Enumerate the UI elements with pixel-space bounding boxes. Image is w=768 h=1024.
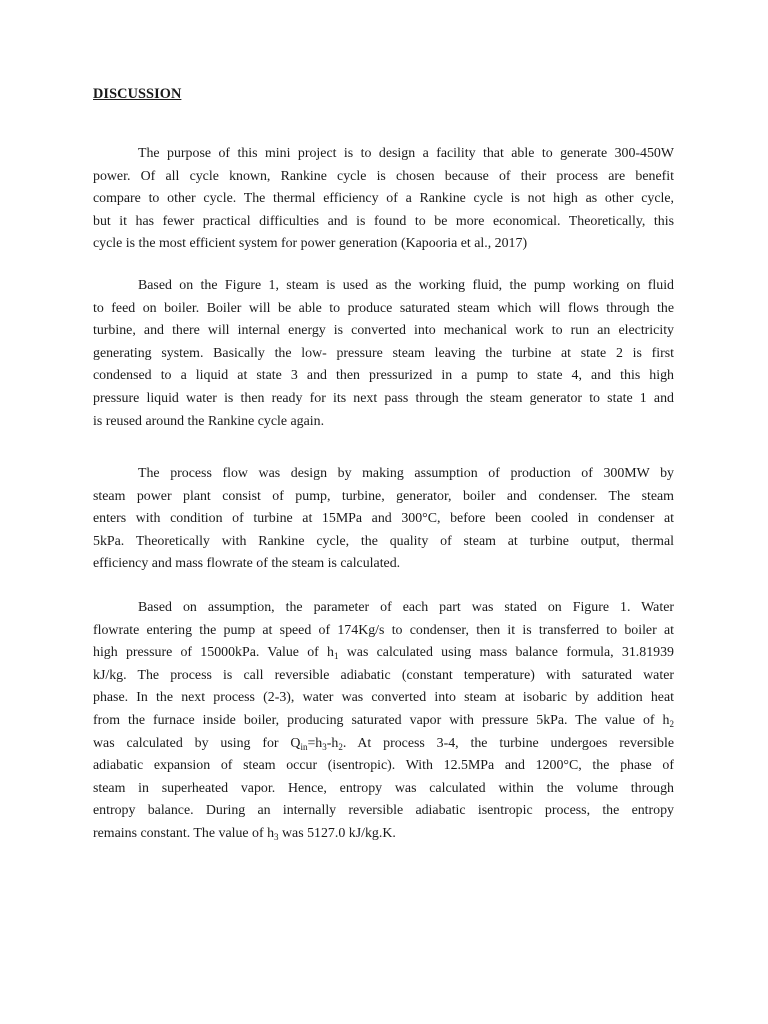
subscript: in (300, 741, 308, 752)
paragraph-line: power. Of all cycle known, Rankine cycle is chosen because of their process are benefit (93, 168, 674, 184)
paragraph-line: 5kPa. Theoretically with Rankine cycle, the quality of steam at turbine output, thermal (93, 533, 674, 549)
text-run: . At process 3-4, the turbine undergoes reversible (342, 735, 674, 751)
paragraph-line (93, 710, 674, 733)
paragraph-line: Based on assumption, the parameter of each part was stated on Figure 1. Water (138, 600, 674, 615)
text-run: was 5127.0 kJ/kg.K. (278, 825, 396, 841)
paragraph-line: enters with condition of turbine at 15MPa and 300°C, before been cooled in condenser at (93, 511, 674, 527)
paragraph-line (93, 823, 674, 846)
paragraph-line (93, 733, 674, 756)
paragraph-line: generating system. Basically the low- pressure steam leaving the turbine at state 2 is first (93, 345, 674, 361)
paragraph-line (93, 642, 674, 665)
paragraph-line: The purpose of this mini project is to design a facility that able to generate 300-450W (138, 146, 674, 161)
paragraph-line: but it has fewer practical difficulties and is found to be more economical. Theoretically, this (93, 213, 674, 229)
paragraph-process-flow (93, 463, 674, 576)
subscript: 2 (669, 718, 674, 729)
paragraph-line: steam power plant consist of pump, turbine, generator, boiler and condenser. The steam (93, 488, 674, 504)
subscript: 3 (322, 741, 327, 752)
paragraph-line: kJ/kg. The process is call reversible adiabatic (constant temperature) with saturated water (93, 667, 674, 683)
paragraph-line: compare to other cycle. The thermal efficiency of a Rankine cycle is not high as other cycle, (93, 191, 674, 207)
paragraph-line: steam in superheated vapor. Hence, entropy was calculated within the volume through (93, 780, 674, 796)
text-run: was calculated by using for Q (93, 735, 301, 751)
text-run: =h (307, 735, 323, 751)
paragraph-line: to feed on boiler. Boiler will be able to produce saturated steam which will flows through the (93, 300, 674, 316)
paragraph-line: entropy balance. During an internally reversible adiabatic isentropic process, the entropy (93, 803, 674, 819)
paragraph-line: adiabatic expansion of steam occur (isentropic). With 12.5MPa and 1200°C, the phase of (93, 758, 674, 774)
subscript: 3 (274, 831, 279, 842)
paragraph-line: pressure liquid water is then ready for its next pass through the steam generator to state 1 and (93, 390, 674, 406)
paragraph-line: phase. In the next process (2-3), water was converted into steam at isobaric by addition heat (93, 690, 674, 706)
text-run: -h (326, 735, 339, 751)
text-run: high pressure of 15000kPa. Value of h (93, 645, 334, 661)
paragraph-figure-description (93, 275, 674, 433)
paragraph-assumptions (93, 597, 674, 846)
section-heading: DISCUSSION (93, 86, 182, 102)
subscript: 1 (334, 651, 339, 662)
text-run: remains constant. The value of h (93, 825, 275, 841)
text-run: from the furnace inside boiler, producing saturated vapor with pressure 5kPa. The value of h (93, 712, 670, 728)
paragraph-line: The process flow was design by making assumption of production of 300MW by (138, 466, 674, 481)
paragraph-line: efficiency and mass flowrate of the steam is calculated. (93, 556, 401, 572)
text-run: was calculated using mass balance formula, 31.81939 (338, 645, 674, 661)
paragraph-line: cycle is the most efficient system for power generation (Kapooria et al., 2017) (93, 236, 528, 252)
paragraph-purpose (93, 143, 674, 256)
subscript: 2 (338, 741, 343, 752)
paragraph-line: turbine, and there will internal energy is converted into mechanical work to run an electricity (93, 323, 674, 339)
paragraph-line: condensed to a liquid at state 3 and then pressurized in a pump to state 4, and this high (93, 368, 674, 384)
paragraph-line: is reused around the Rankine cycle again. (93, 413, 325, 429)
paragraph-line: flowrate entering the pump at speed of 174Kg/s to condenser, then it is transferred to boiler at (93, 622, 674, 638)
paragraph-line: Based on the Figure 1, steam is used as the working fluid, the pump working on fluid (138, 278, 674, 293)
